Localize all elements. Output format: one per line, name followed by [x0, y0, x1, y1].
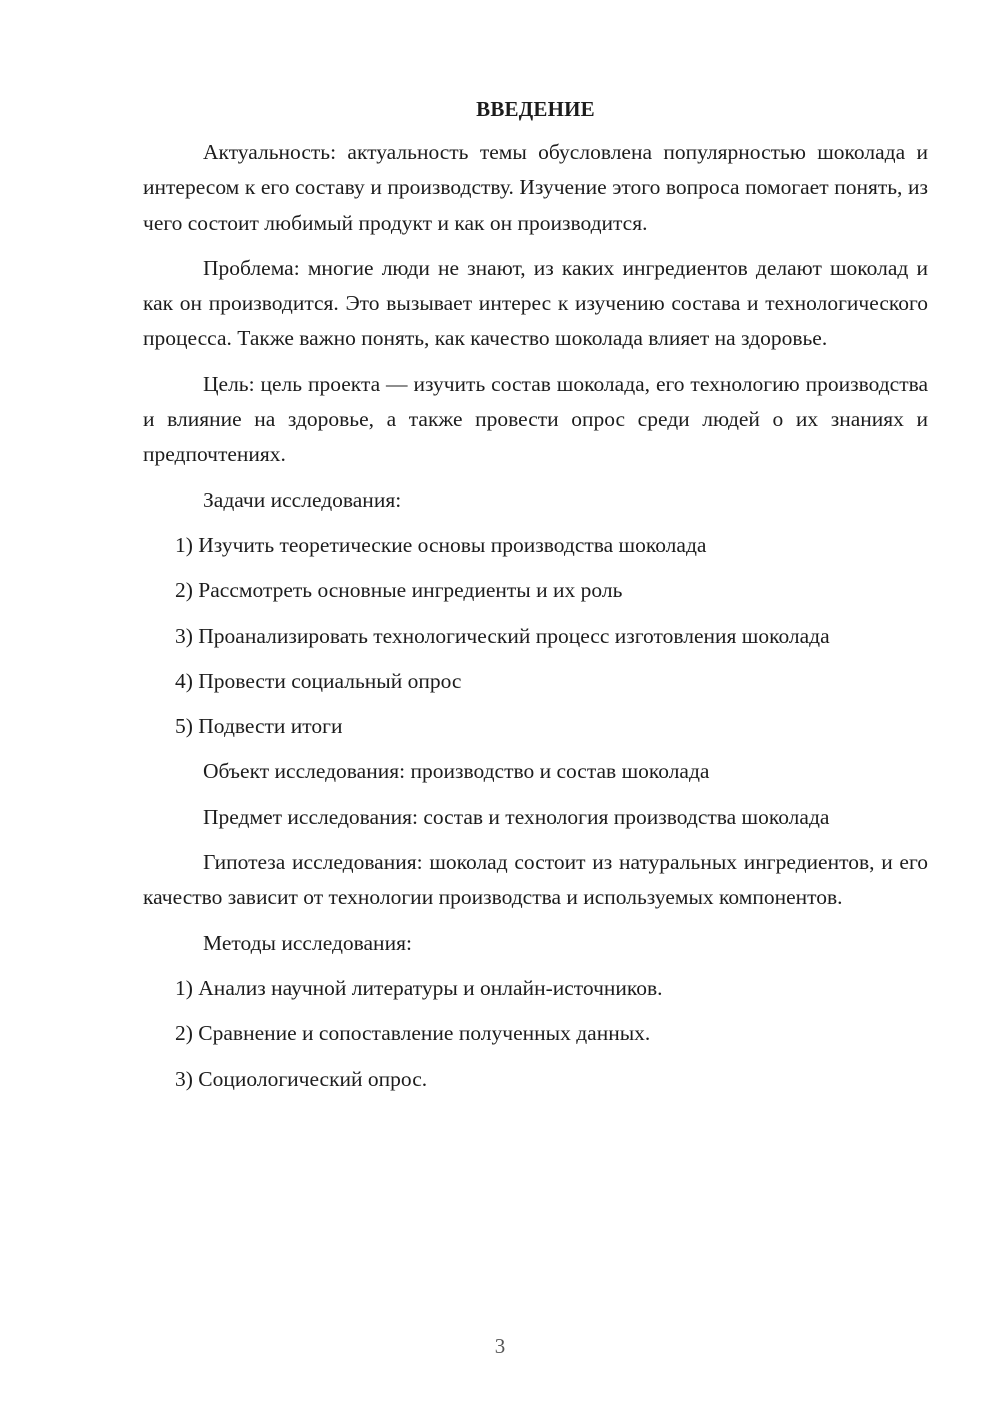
task-item-5: 5) Подвести итоги: [175, 714, 343, 739]
object-paragraph: Объект исследования: производство и состав шоколада: [203, 759, 710, 784]
subject-paragraph: Предмет исследования: состав и технология производства шоколада: [203, 804, 830, 829]
task-item-3: 3) Проанализировать технологический процесс изготовления шоколада: [175, 623, 830, 648]
method-item-2: 2) Сравнение и сопоставление полученных данных.: [175, 1021, 651, 1046]
problem-paragraph: Проблема: многие люди не знают, из каких ингредиентов делают шоколад и как он производится. Это вызывает интерес к изучению состава и технологического процесса. Также важно понять, как качество шоколада влияет на здоровье.: [143, 255, 928, 351]
task-item-4: 4) Провести социальный опрос: [175, 668, 462, 693]
task-item-1: 1) Изучить теоретические основы производства шоколада: [175, 532, 707, 557]
tasks-title: Задачи исследования:: [203, 487, 402, 512]
method-item-3: 3) Социологический опрос.: [175, 1066, 428, 1091]
page-number: 3: [494, 1334, 506, 1358]
task-item-2: 2) Рассмотреть основные ингредиенты и их роль: [175, 578, 623, 603]
hypothesis-paragraph: Гипотеза исследования: шоколад состоит из натуральных ингредиентов, и его качество зависит от технологии производства и используемых компонентов.: [143, 850, 928, 910]
relevance-paragraph: Актуальность: актуальность темы обусловлена популярностью шоколада и интересом к его составу и производству. Изучение этого вопроса помогает понять, из чего состоит любимый продукт и как он производится.: [143, 140, 928, 235]
goal-paragraph: Цель: цель проекта — изучить состав шоколада, его технологию производства и влияние на здоровье, а также провести опрос среди людей о их знаниях и предпочтениях.: [143, 371, 928, 467]
section-heading: ВВЕДЕНИЕ: [476, 97, 595, 121]
method-item-1: 1) Анализ научной литературы и онлайн-источников.: [175, 975, 663, 1000]
methods-title: Методы исследования:: [203, 930, 412, 955]
document-page: [143, 92, 928, 1107]
